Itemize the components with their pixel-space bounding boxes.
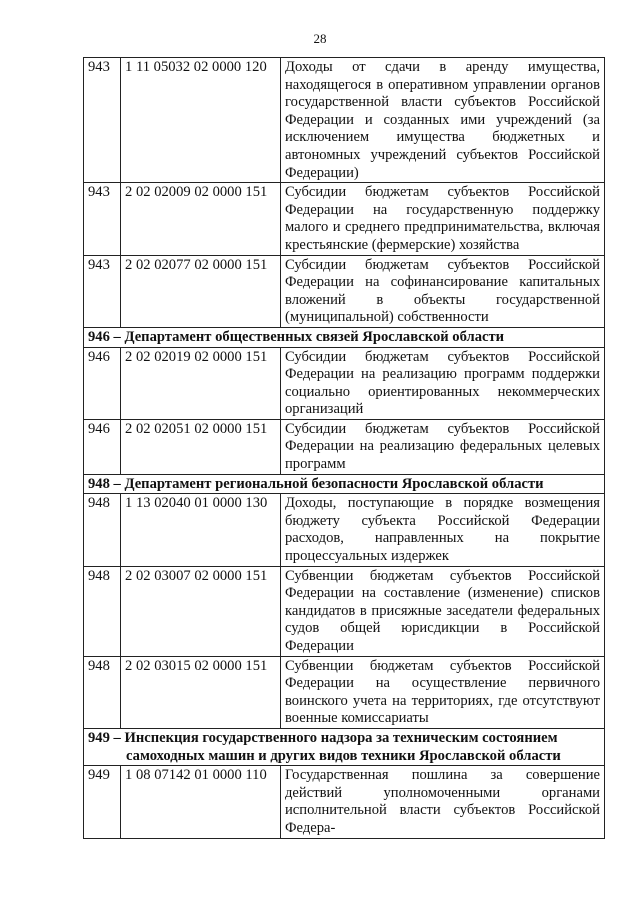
- page-number: 28: [313, 31, 327, 46]
- budget-code-cell: 2 02 03015 02 0000 151: [121, 656, 281, 728]
- admin-code-cell: 946: [84, 419, 121, 474]
- description-cell: Субвенции бюджетам субъектов Российской Федерации на составление (изменение) списков кандидатов в присяжные заседатели федеральных судов общей юрисдикции в Российской Федерации: [281, 566, 605, 656]
- budget-code-cell: 1 11 05032 02 0000 120: [121, 58, 281, 183]
- budget-code-cell: 2 02 02051 02 0000 151: [121, 419, 281, 474]
- budget-code-cell: 1 08 07142 01 0000 110: [121, 766, 281, 838]
- description-cell: Субсидии бюджетам субъектов Российской Федерации на реализацию федеральных целевых программ: [281, 419, 605, 474]
- admin-code-cell: 948: [84, 656, 121, 728]
- table-row: [84, 656, 605, 728]
- budget-code-cell: 2 02 02019 02 0000 151: [121, 347, 281, 419]
- section-row: [84, 474, 605, 494]
- admin-code-cell: 946: [84, 347, 121, 419]
- budget-code-cell: 1 13 02040 01 0000 130: [121, 494, 281, 566]
- section-row: [84, 728, 605, 765]
- description-cell: Субсидии бюджетам субъектов Российской Федерации на реализацию программ поддержки социально ориентированных некоммерческих организаций: [281, 347, 605, 419]
- budget-code-cell: 2 02 02009 02 0000 151: [121, 183, 281, 255]
- admin-code-cell: 948: [84, 566, 121, 656]
- admin-code-cell: 943: [84, 183, 121, 255]
- table-row: [84, 347, 605, 419]
- admin-code-cell: 949: [84, 766, 121, 838]
- table-row: [84, 494, 605, 566]
- description-cell: Доходы от сдачи в аренду имущества, находящегося в оперативном управлении органов государственной власти субъектов Российской Федерации и созданных ими учреждений (за исключением имущества бюджетных и автономных учреждений субъектов Российской Федерации): [281, 58, 605, 183]
- description-cell: Доходы, поступающие в порядке возмещения бюджету субъекта Российской Федерации расходов, направленных на покрытие процессуальных издержек: [281, 494, 605, 566]
- table-row: [84, 766, 605, 838]
- budget-code-cell: 2 02 02077 02 0000 151: [121, 255, 281, 327]
- description-cell: Субсидии бюджетам субъектов Российской Федерации на государственную поддержку малого и среднего предпринимательства, включая крестьянские (фермерские) хозяйства: [281, 183, 605, 255]
- admin-code-cell: 943: [84, 255, 121, 327]
- table-row: [84, 255, 605, 327]
- table-row: [84, 566, 605, 656]
- description-cell: Государственная пошлина за совершение действий уполномоченными органами исполнительной власти субъектов Российской Федера-: [281, 766, 605, 838]
- section-heading-line-2: самоходных машин и других видов техники Ярославской области: [126, 747, 561, 764]
- budget-code-cell: 2 02 03007 02 0000 151: [121, 566, 281, 656]
- section-row: [84, 327, 605, 347]
- section-heading: [84, 728, 605, 765]
- table-row: [84, 183, 605, 255]
- admin-code-cell: 948: [84, 494, 121, 566]
- admin-code-cell: 943: [84, 58, 121, 183]
- section-heading: 946 – Департамент общественных связей Ярославской области: [84, 327, 605, 347]
- description-cell: Субсидии бюджетам субъектов Российской Федерации на софинансирование капитальных вложений в объекты государственной (муниципальной) собственности: [281, 255, 605, 327]
- section-heading-line-1: 949 – Инспекция государственного надзора за техническим состоянием: [88, 729, 558, 746]
- table-row: [84, 419, 605, 474]
- table-row: [84, 58, 605, 183]
- section-heading: 948 – Департамент региональной безопасности Ярославской области: [84, 474, 605, 494]
- description-cell: Субвенции бюджетам субъектов Российской Федерации на осуществление первичного воинского учета на территориях, где отсутствуют военные комиссариаты: [281, 656, 605, 728]
- budget-classification-table: [83, 57, 605, 839]
